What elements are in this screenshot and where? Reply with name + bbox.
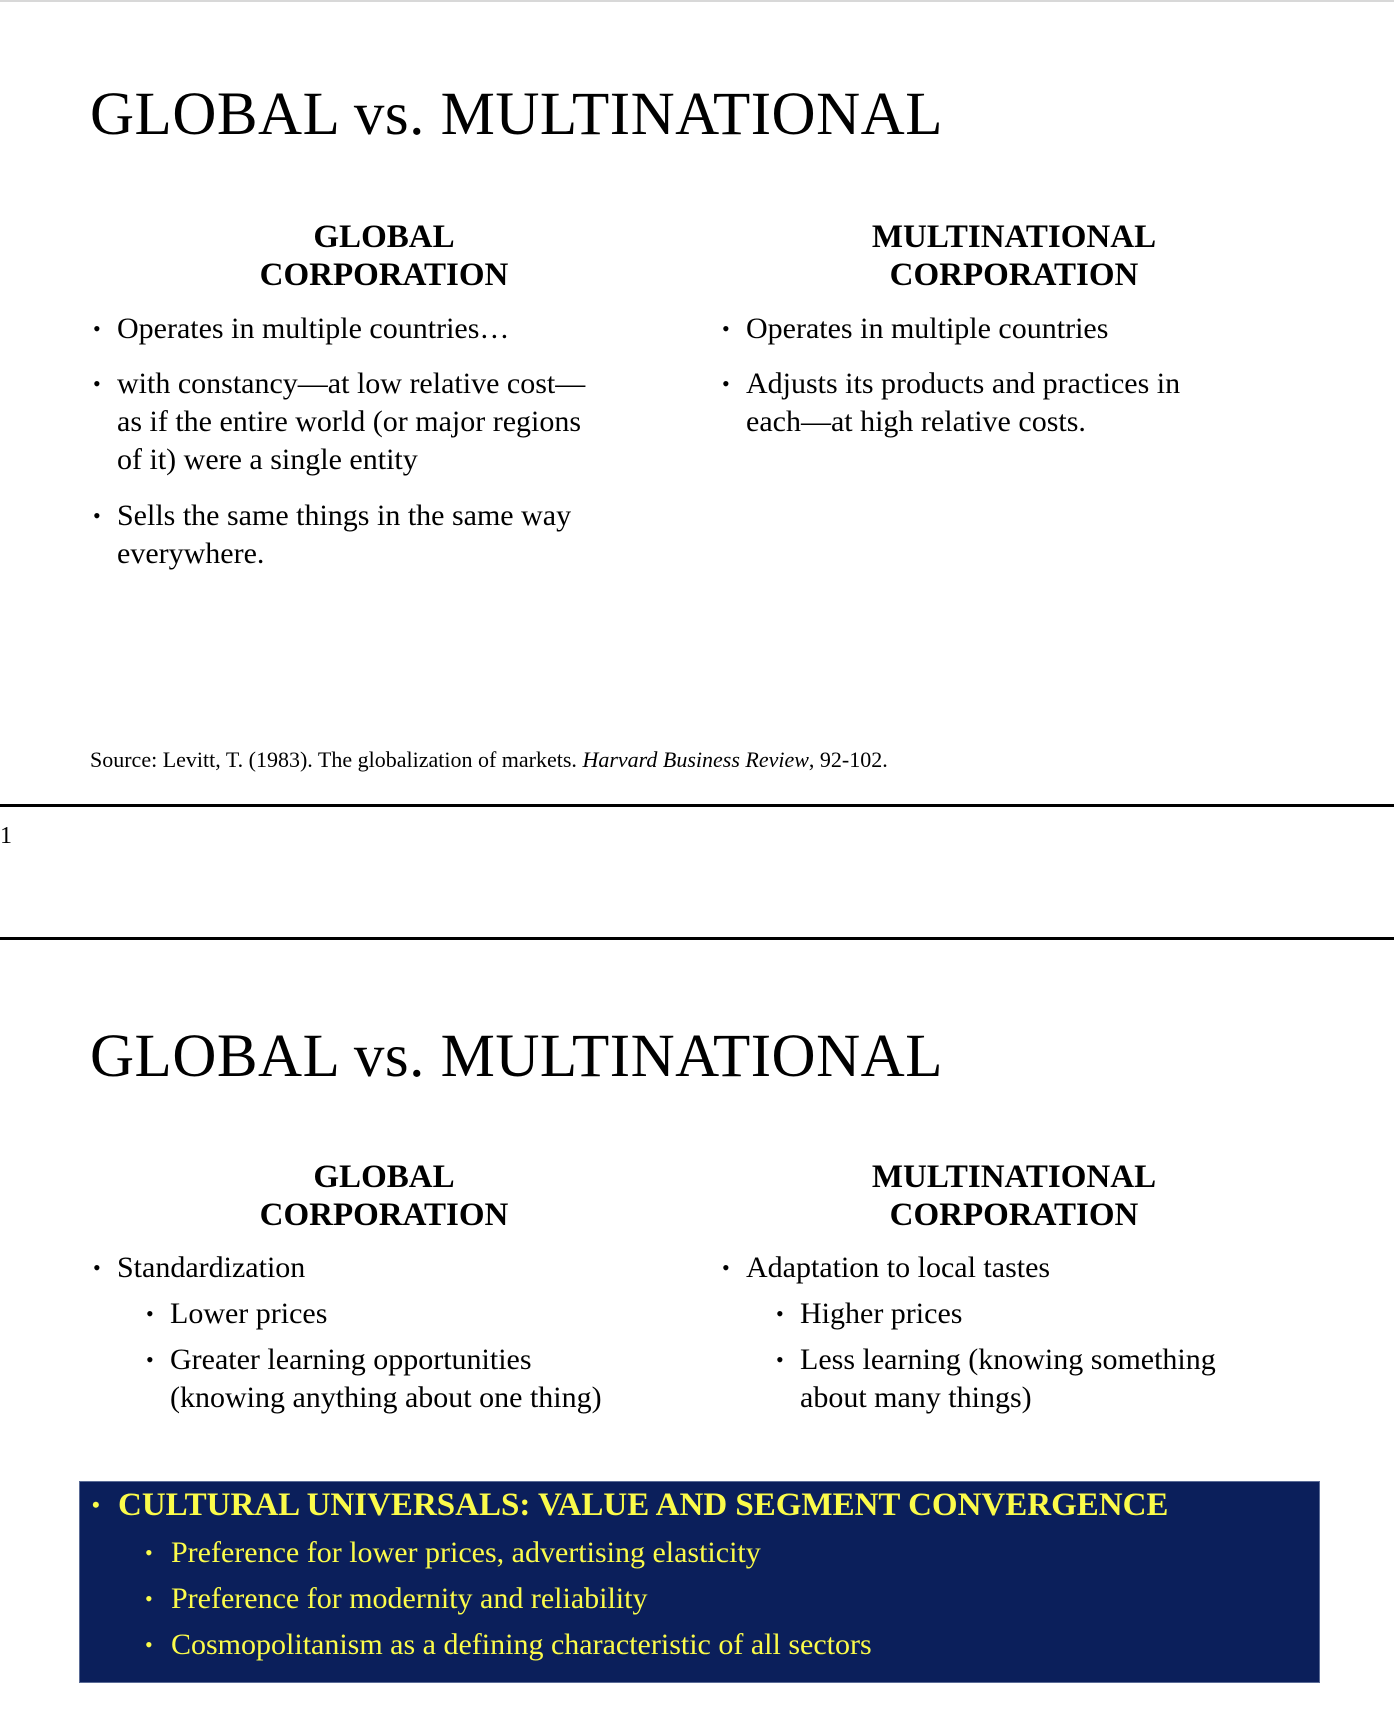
bullet-text: Less learning (knowing something bbox=[800, 1343, 1216, 1376]
sub-bullet-item bbox=[776, 1341, 1216, 1417]
bullet-text: Adjusts its products and practices in bbox=[746, 367, 1181, 400]
column-header-global bbox=[234, 218, 534, 294]
bullet-text: everywhere. bbox=[117, 537, 265, 570]
sub-bullet-item bbox=[146, 1295, 328, 1333]
bullet-text: Greater learning opportunities bbox=[170, 1343, 532, 1376]
bullet-text: Standardization bbox=[117, 1251, 306, 1284]
bullet-icon: • bbox=[776, 1347, 784, 1372]
bullet-icon: • bbox=[145, 1586, 153, 1611]
bullet-text: Sells the same things in the same way bbox=[117, 499, 572, 532]
bullet-icon: • bbox=[722, 316, 730, 341]
bullet-item bbox=[93, 1249, 306, 1287]
slide-title: GLOBAL vs. MULTINATIONAL bbox=[90, 1023, 943, 1090]
bullet-text: Lower prices bbox=[170, 1297, 328, 1330]
bullet-text: with constancy—at low relative cost— bbox=[117, 367, 586, 400]
box-item bbox=[145, 1535, 761, 1571]
journal-name: Harvard Business Review bbox=[582, 747, 809, 772]
bullet-item bbox=[93, 497, 572, 573]
bullet-item bbox=[722, 1249, 1051, 1287]
bullet-text: as if the entire world (or major regions bbox=[117, 405, 582, 438]
sub-bullet-item bbox=[776, 1295, 963, 1333]
bullet-text: (knowing anything about one thing) bbox=[170, 1381, 602, 1414]
slide-divider bbox=[0, 804, 1394, 807]
bullet-icon: • bbox=[146, 1347, 154, 1372]
header-line: GLOBAL bbox=[313, 1159, 455, 1195]
bullet-icon: • bbox=[146, 1301, 154, 1326]
box-item bbox=[145, 1581, 648, 1617]
bullet-icon: • bbox=[722, 1255, 730, 1280]
bullet-icon: • bbox=[722, 371, 730, 396]
header-line: CORPORATION bbox=[889, 257, 1139, 293]
bullet-text: of it) were a single entity bbox=[117, 443, 418, 476]
bullet-text: about many things) bbox=[800, 1381, 1032, 1414]
bullet-icon: • bbox=[92, 1492, 100, 1517]
column-header-multinational bbox=[864, 1158, 1164, 1234]
header-line: GLOBAL bbox=[313, 219, 455, 255]
bullet-text: each—at high relative costs. bbox=[746, 405, 1086, 438]
bullet-text: Higher prices bbox=[800, 1297, 963, 1330]
header-line: MULTINATIONAL bbox=[871, 219, 1157, 255]
slide-title: GLOBAL vs. MULTINATIONAL bbox=[90, 81, 943, 148]
bullet-icon: • bbox=[776, 1301, 784, 1326]
bullet-item bbox=[722, 365, 1181, 441]
sub-bullet-item bbox=[146, 1341, 602, 1417]
citation-pages: , 92-102. bbox=[808, 747, 888, 772]
bullet-item bbox=[722, 310, 1109, 348]
bullet-icon: • bbox=[93, 503, 101, 528]
bullet-text: Operates in multiple countries… bbox=[117, 312, 510, 345]
source-citation bbox=[90, 746, 888, 774]
box-item bbox=[145, 1627, 872, 1663]
bullet-icon: • bbox=[93, 371, 101, 396]
bullet-icon: • bbox=[145, 1540, 153, 1565]
header-line: CORPORATION bbox=[889, 1197, 1139, 1233]
bullet-text: Adaptation to local tastes bbox=[746, 1251, 1051, 1284]
bullet-icon: • bbox=[145, 1632, 153, 1657]
bullet-text: Operates in multiple countries bbox=[746, 312, 1109, 345]
box-item-text: Preference for lower prices, advertising elasticity bbox=[171, 1536, 761, 1569]
bullet-item bbox=[93, 365, 586, 479]
header-line: CORPORATION bbox=[259, 1197, 509, 1233]
slide-divider bbox=[0, 937, 1394, 940]
page-number: 1 bbox=[0, 823, 12, 849]
bullet-item bbox=[93, 310, 510, 348]
citation-text: Source: Levitt, T. (1983). The globalization of markets. bbox=[90, 747, 583, 772]
box-item-text: Cosmopolitanism as a defining characteristic of all sectors bbox=[171, 1628, 872, 1661]
box-heading-text: CULTURAL UNIVERSALS: VALUE AND SEGMENT CONVERGENCE bbox=[118, 1487, 1169, 1523]
box-heading bbox=[92, 1487, 1169, 1523]
header-line: CORPORATION bbox=[259, 257, 509, 293]
bullet-icon: • bbox=[93, 1255, 101, 1280]
cultural-universals-box bbox=[79, 1481, 1320, 1683]
header-line: MULTINATIONAL bbox=[871, 1159, 1157, 1195]
column-header-multinational bbox=[864, 218, 1164, 294]
top-border bbox=[0, 0, 1394, 2]
column-header-global bbox=[234, 1158, 534, 1234]
box-item-text: Preference for modernity and reliability bbox=[171, 1582, 648, 1615]
bullet-icon: • bbox=[93, 316, 101, 341]
